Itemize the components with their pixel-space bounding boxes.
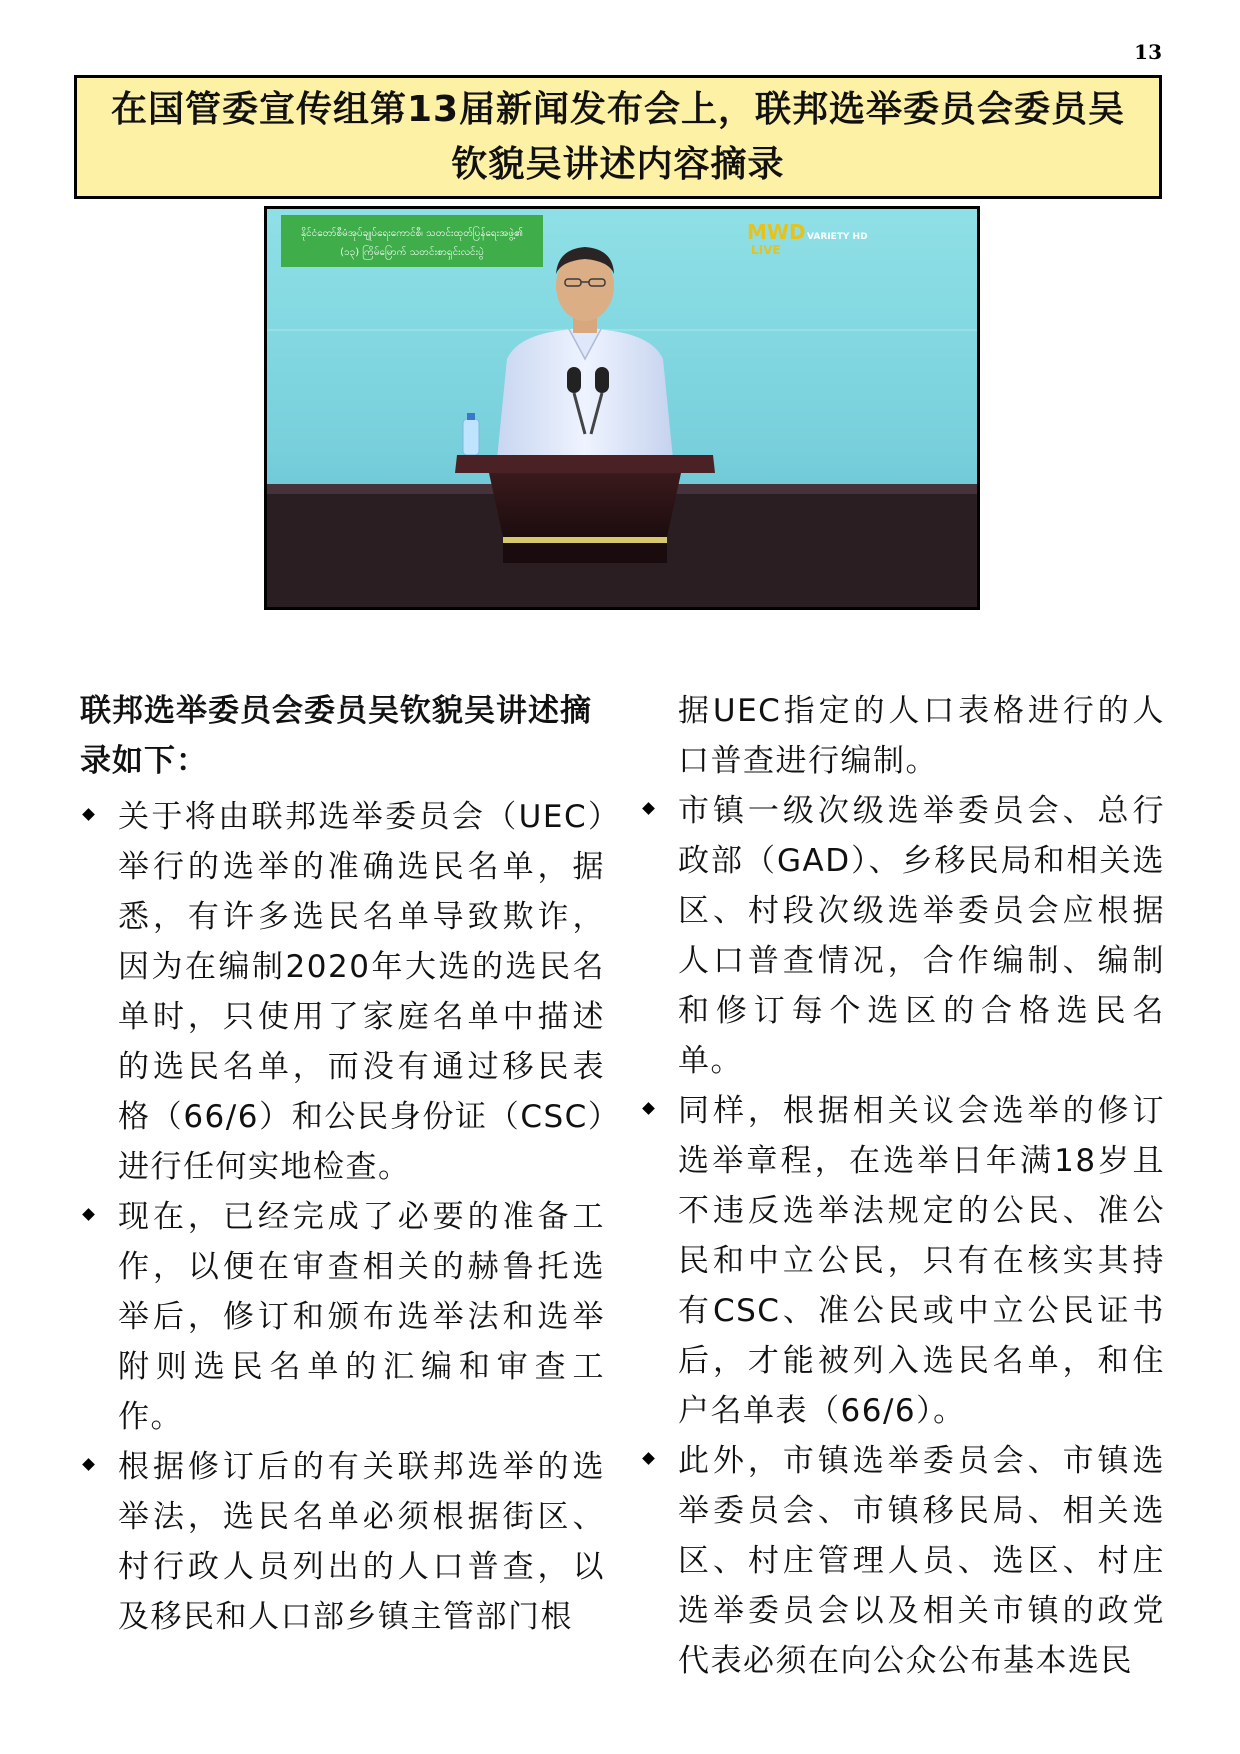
- list-item: [640, 1086, 1165, 1436]
- list-item-text: 根据修订后的有关联邦选举的选举法，选民名单必须根据街区、村行政人员列出的人口普查，以及移民和人口部乡镇主管部门根: [118, 1449, 605, 1635]
- list-item-text: 此外，市镇选举委员会、市镇选举委员会、市镇移民局、相关选区、村庄管理人员、选区、村庄选举委员会以及相关市镇的政党代表必须在向公众公布基本选民: [678, 1443, 1165, 1679]
- banner-line-2: (၁၃) ကြိမ်မြောက် သတင်းစာရှင်းလင်းပွဲ: [340, 247, 484, 258]
- water-bottle-icon: [463, 413, 479, 455]
- list-item: [640, 1436, 1165, 1686]
- logo-live: LIVE: [751, 243, 781, 257]
- logo-text: MWD: [747, 220, 806, 244]
- article-title-box: [74, 75, 1162, 199]
- list-item: [80, 1192, 605, 1442]
- list-item: [80, 1442, 605, 1642]
- diamond-bullet-icon: [642, 802, 655, 815]
- photo-scene: [267, 209, 977, 607]
- list-item: [80, 792, 605, 1192]
- diamond-bullet-icon: [82, 1458, 95, 1471]
- right-bullet-list: [640, 786, 1165, 1686]
- page-number: 13: [1134, 40, 1162, 64]
- diamond-bullet-icon: [642, 1452, 655, 1465]
- logo-subtext: VARIETY HD: [807, 232, 868, 242]
- list-item: [640, 786, 1165, 1086]
- right-column: [640, 686, 1165, 1686]
- list-item-text: 现在，已经完成了必要的准备工作，以便在审查相关的赫鲁托选举后，修订和颁布选举法和选举附则选民名单的汇编和审查工作。: [118, 1199, 605, 1435]
- diamond-bullet-icon: [82, 808, 95, 821]
- article-title: 在国管委宣传组第13届新闻发布会上，联邦选举委员会委员吴钦貌吴讲述内容摘录: [110, 89, 1126, 185]
- list-item-text: 同样，根据相关议会选举的修订选举章程，在选举日年满18岁且不违反选举法规定的公民、准公民和中立公民，只有在核实其持有CSC、准公民或中立公民证书后，才能被列入选民名单，和住户名单表（66/6）。: [678, 1093, 1165, 1429]
- press-conference-photo: [264, 206, 980, 610]
- list-item-text: 关于将由联邦选举委员会（UEC）举行的选举的准确选民名单，据悉，有许多选民名单导致欺诈，因为在编制2020年大选的选民名单时，只使用了家庭名单中描述的选民名单，而没有通过移民表格（66/6）和公民身份证（CSC）进行任何实地检查。: [118, 799, 605, 1185]
- left-column: [80, 686, 605, 1642]
- diamond-bullet-icon: [642, 1102, 655, 1115]
- banner-line-1: နိုင်ငံတော်စီမံအုပ်ချုပ်ရေးကောင်စီ၊ သတင်းထုတ်ပြန်ရေးအဖွဲ့၏: [300, 228, 524, 239]
- left-bullet-list: [80, 792, 605, 1642]
- diamond-bullet-icon: [82, 1208, 95, 1221]
- lead-paragraph: 联邦选举委员会委员吴钦貌吴讲述摘录如下：: [80, 693, 592, 779]
- list-item-text: 市镇一级次级选举委员会、总行政部（GAD）、乡移民局和相关选区、村段次级选举委员会应根据人口普查情况，合作编制、编制和修订每个选区的合格选民名单。: [678, 793, 1165, 1079]
- tv-banner: [281, 215, 543, 267]
- continued-paragraph: 据UEC指定的人口表格进行的人口普查进行编制。: [678, 693, 1165, 779]
